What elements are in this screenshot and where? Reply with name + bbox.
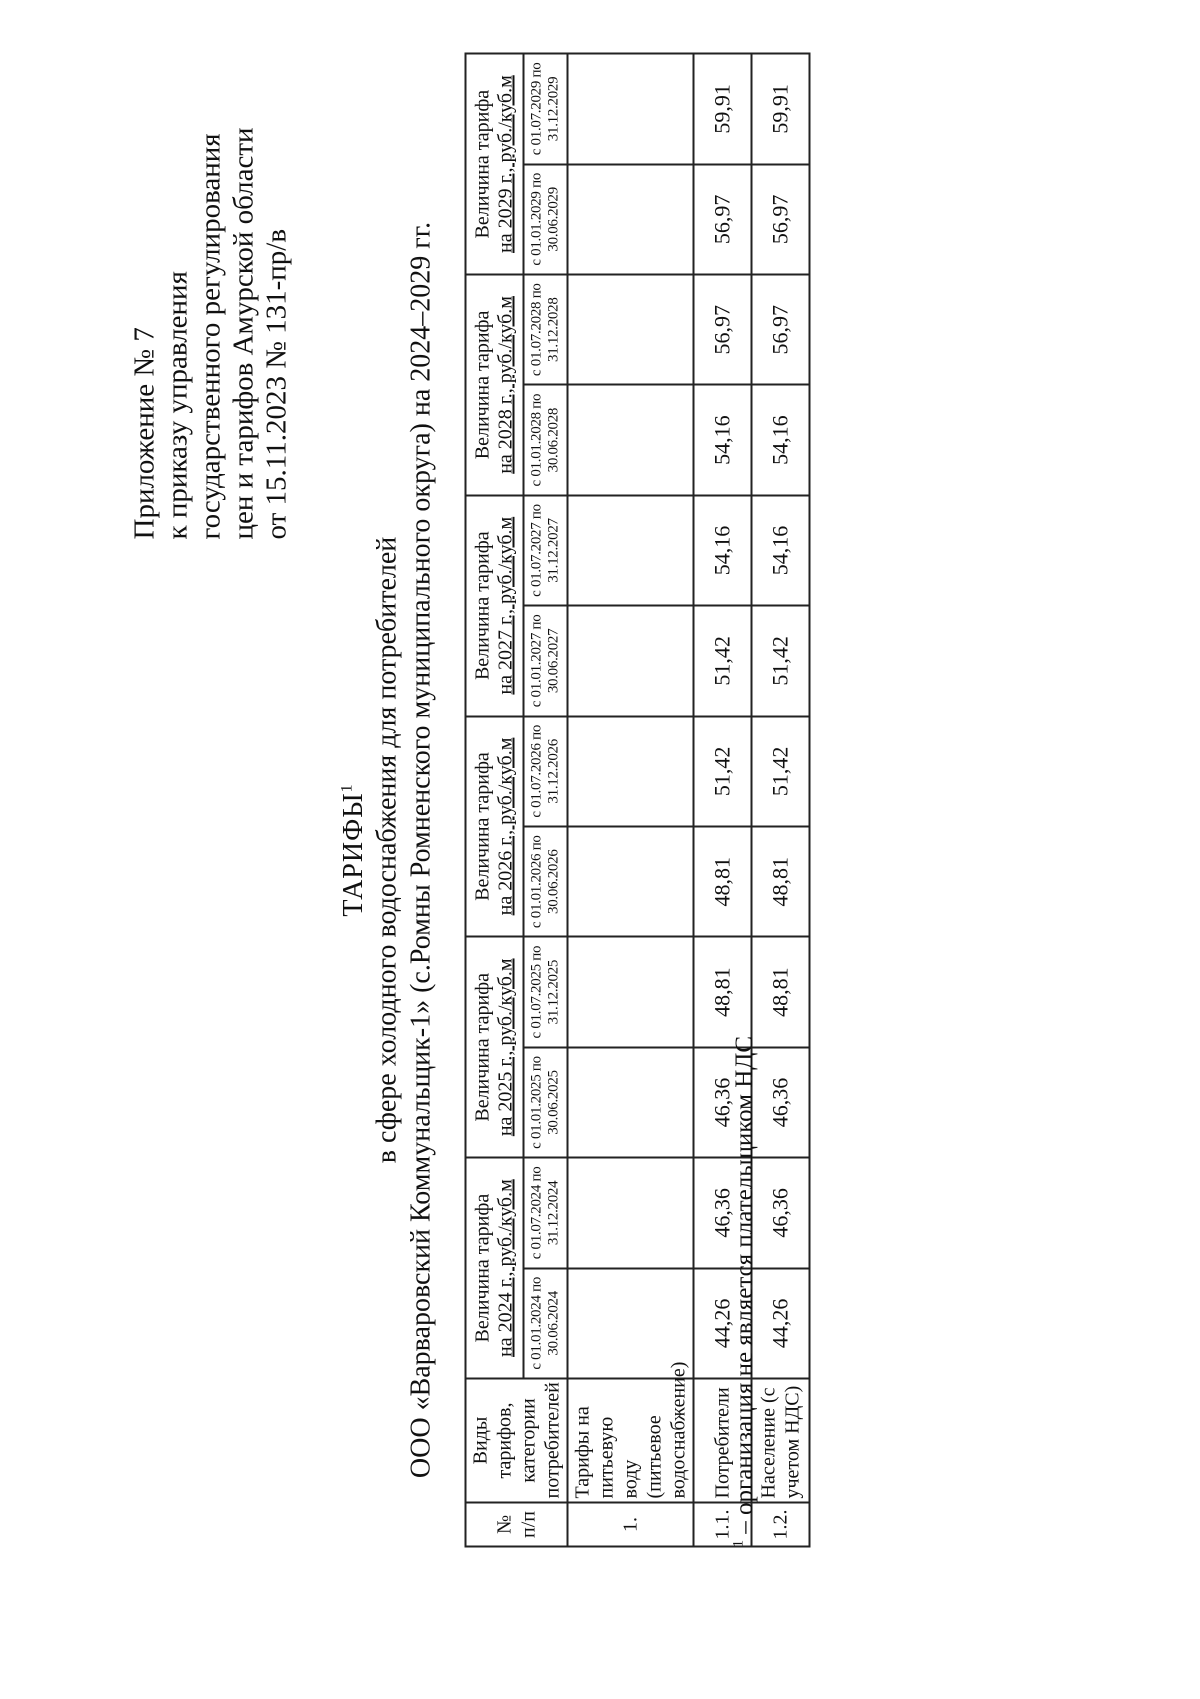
value-cell: 48,81 (751, 936, 809, 1046)
value-cell: 44,26 (751, 1268, 809, 1378)
header-period: с 01.01.2029 по 30.06.2029 (523, 164, 567, 274)
table-period-row (523, 53, 567, 1546)
value-cell: 51,42 (693, 716, 751, 826)
header-period: с 01.07.2028 по 31.12.2028 (523, 274, 567, 384)
value-cell: 51,42 (751, 716, 809, 826)
value-cell (567, 495, 693, 605)
value-cell: 51,42 (693, 605, 751, 715)
value-cell (567, 164, 693, 274)
value-cell: 54,16 (751, 384, 809, 494)
row-name: Население (с учетом НДС) (751, 1378, 809, 1502)
value-cell (567, 936, 693, 1046)
appendix-block (128, 127, 293, 539)
value-cell: 54,16 (693, 495, 751, 605)
row-number: 1.2. (751, 1502, 809, 1546)
value-cell (567, 716, 693, 826)
value-cell (567, 53, 693, 163)
value-cell: 48,81 (693, 826, 751, 936)
row-number: 1.1. (693, 1502, 751, 1546)
header-period: с 01.01.2028 по 30.06.2028 (523, 384, 567, 494)
heading-subtitle: в сфере холодного водоснабжения для потребителей (371, 536, 403, 1163)
header-number: № п/п (465, 1502, 567, 1546)
header-year-2029: Величина тарифа на 2029 г., руб./куб.м (465, 53, 523, 274)
table-row (567, 53, 693, 1546)
header-period: с 01.07.2025 по 31.12.2025 (523, 936, 567, 1046)
header-period: с 01.07.2029 по 31.12.2029 (523, 53, 567, 163)
appendix-line: цен и тарифов Амурской области (227, 126, 259, 539)
header-year-2026: Величина тарифа на 2026 г., руб./куб.м (465, 716, 523, 937)
value-cell (567, 605, 693, 715)
value-cell: 46,36 (751, 1047, 809, 1157)
value-cell: 56,97 (751, 164, 809, 274)
appendix-line: Приложение № 7 (128, 326, 160, 539)
header-year-2024: Величина тарифа на 2024 г., руб./куб.м (465, 1157, 523, 1378)
value-cell (567, 826, 693, 936)
header-year-2028: Величина тарифа на 2028 г., руб./куб.м (465, 274, 523, 495)
header-period: с 01.01.2025 по 30.06.2025 (523, 1047, 567, 1157)
header-period: с 01.07.2026 по 31.12.2026 (523, 716, 567, 826)
heading-organization: ООО «Варваровский Коммунальщик-1» (с.Ромны Ромненского муниципального округа) на 2024–2029 гг. (405, 221, 437, 1478)
value-cell: 48,81 (693, 936, 751, 1046)
header-year-2027: Величина тарифа на 2027 г., руб./куб.м (465, 495, 523, 716)
value-cell: 46,36 (693, 1157, 751, 1267)
document-heading (330, 0, 438, 1699)
appendix-line: к приказу управления (161, 270, 193, 539)
header-period: с 01.07.2024 по 31.12.2024 (523, 1157, 567, 1267)
value-cell: 59,91 (751, 53, 809, 163)
value-cell: 59,91 (693, 53, 751, 163)
value-cell: 54,16 (693, 384, 751, 494)
appendix-line: государственного регулирования (194, 132, 226, 539)
value-cell: 44,26 (693, 1268, 751, 1378)
value-cell: 46,36 (693, 1047, 751, 1157)
value-cell (567, 274, 693, 384)
footnote-mark: 1 (730, 1539, 746, 1547)
table-header-row (465, 53, 523, 1546)
value-cell: 48,81 (751, 826, 809, 936)
row-name: Тарифы на питьевую воду (питьевое водоснабжение) (567, 1378, 693, 1502)
footnote (730, 1035, 758, 1547)
value-cell: 56,97 (751, 274, 809, 384)
footnote-text: – организация не является плательщиком НДС (730, 1035, 758, 1540)
header-period: с 01.01.2026 по 30.06.2026 (523, 826, 567, 936)
header-period: с 01.01.2024 по 30.06.2024 (523, 1268, 567, 1378)
row-number: 1. (567, 1502, 693, 1546)
document-title: ТАРИФЫ$^1$ (337, 782, 369, 917)
header-period: с 01.07.2027 по 31.12.2027 (523, 495, 567, 605)
footnote-mark: 1 (338, 782, 355, 792)
value-cell: 54,16 (751, 495, 809, 605)
appendix-line: от 15.11.2023 № 131-пр/в (260, 228, 292, 539)
value-cell (567, 384, 693, 494)
row-name: Потребители (693, 1378, 751, 1502)
value-cell (567, 1047, 693, 1157)
header-year-2025: Величина тарифа на 2025 г., руб./куб.м (465, 936, 523, 1157)
value-cell: 56,97 (693, 274, 751, 384)
table-row (751, 53, 809, 1546)
header-period: с 01.01.2027 по 30.06.2027 (523, 605, 567, 715)
value-cell (567, 1157, 693, 1267)
value-cell: 46,36 (751, 1157, 809, 1267)
value-cell: 51,42 (751, 605, 809, 715)
value-cell: 56,97 (693, 164, 751, 274)
header-tariff-kind: Виды тарифов, категории потребителей (465, 1378, 567, 1502)
